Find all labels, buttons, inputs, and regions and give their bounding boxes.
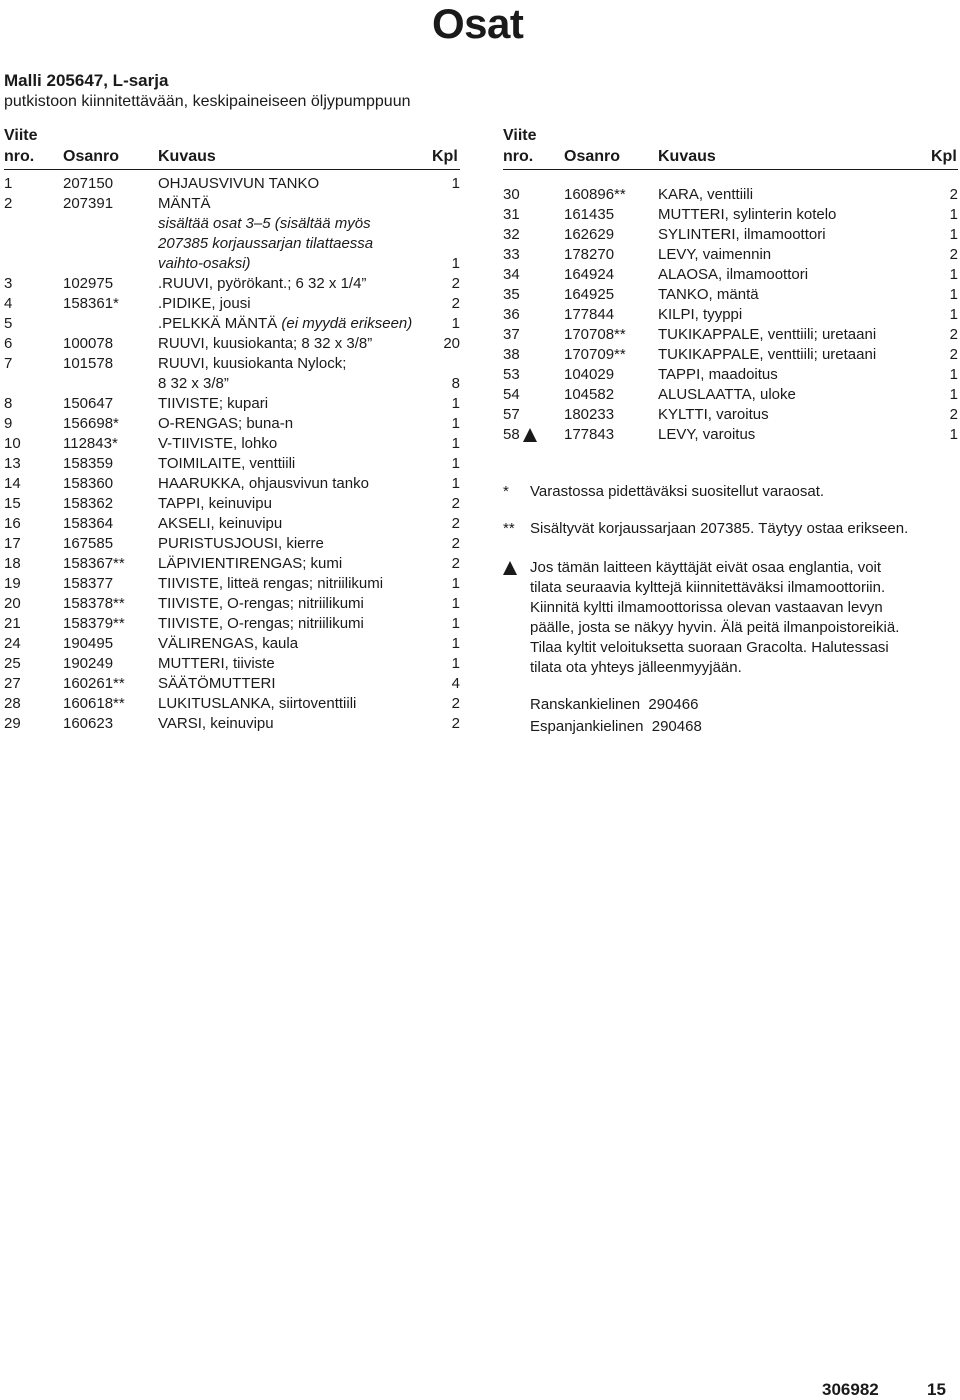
table-row (503, 345, 958, 365)
part-number: 164925 (564, 286, 615, 303)
part-description: TUKIKAPPALE, venttiili; uretaani (658, 346, 877, 363)
language-label-line: Espanjankielinen 290468 (530, 718, 702, 735)
left-header-part: Osanro (63, 148, 120, 165)
part-number: 150647 (63, 395, 114, 412)
document-number: 306982 (822, 1380, 879, 1399)
part-description: AKSELI, keinuvipu (158, 515, 283, 532)
quantity: 2 (451, 555, 460, 572)
part-number: 190249 (63, 655, 114, 672)
quantity: 1 (949, 386, 958, 403)
part-number: 167585 (63, 535, 114, 552)
ref-number: 1 (4, 175, 13, 192)
table-row (4, 714, 460, 734)
part-number: 158367** (63, 555, 125, 572)
part-description: KYLTTI, varoitus (658, 406, 769, 423)
part-description: ALUSLAATTA, uloke (658, 386, 796, 403)
part-number: 101578 (63, 355, 114, 372)
note-double-star-text: Sisältyvät korjaussarjaan 207385. Täytyy ostaa erikseen. (530, 520, 909, 537)
ref-number: 54 (503, 386, 520, 403)
table-row (4, 334, 460, 354)
ref-number: 4 (4, 295, 13, 312)
ref-number: 21 (4, 615, 21, 632)
note-double-star-mark: ** (503, 520, 515, 537)
part-number: 158361* (63, 295, 119, 312)
part-description: TOIMILAITE, venttiili (158, 455, 296, 472)
ref-number: 17 (4, 535, 21, 552)
table-row (503, 185, 958, 205)
quantity: 2 (451, 515, 460, 532)
quantity: 2 (451, 295, 460, 312)
right-header-qty: Kpl (931, 148, 957, 165)
part-number: 162629 (564, 226, 615, 243)
left-header-ref-line2: nro. (4, 148, 35, 165)
left-header-rule (4, 169, 460, 170)
ref-number: 29 (4, 715, 21, 732)
table-row (4, 514, 460, 534)
ref-number: 36 (503, 306, 520, 323)
table-row (4, 554, 460, 574)
part-number: 102975 (63, 275, 114, 292)
quantity: 1 (949, 266, 958, 283)
ref-number: 16 (4, 515, 21, 532)
right-header-ref-line1: Viite (503, 127, 537, 144)
table-row (4, 414, 460, 434)
quantity: 2 (949, 326, 958, 343)
warning-note-line: tilata seuraavia kylttejä kiinnitettäväksi ilmamoottoriin. (530, 579, 886, 596)
table-row (4, 534, 460, 554)
quantity: 2 (451, 695, 460, 712)
part-description: SYLINTERI, ilmamoottori (658, 226, 826, 243)
ref-number: 3 (4, 275, 13, 292)
part-number: 158378** (63, 595, 125, 612)
part-number: 170708** (564, 326, 626, 343)
table-row (4, 454, 460, 474)
ref-number: 38 (503, 346, 520, 363)
part-description: TIIVISTE, litteä rengas; nitriilikumi (158, 575, 384, 592)
part-number: 161435 (564, 206, 615, 223)
table-row (4, 174, 460, 194)
part-number: 160896** (564, 186, 626, 203)
part-description: LEVY, varoitus (658, 426, 756, 443)
table-row (503, 365, 958, 385)
quantity: 1 (949, 226, 958, 243)
ref-number: 34 (503, 266, 520, 283)
part-description: .PELKKÄ MÄNTÄ (ei myydä erikseen) (158, 315, 413, 332)
note-double-star (503, 519, 958, 539)
model-subtitle: putkistoon kiinnitettävään, keskipaineiseen öljypumppuun (4, 93, 411, 110)
ref-number: 9 (4, 415, 13, 432)
quantity: 2 (949, 246, 958, 263)
table-row (4, 494, 460, 514)
ref-number: 32 (503, 226, 520, 243)
ref-number: 19 (4, 575, 21, 592)
part-number: 160623 (63, 715, 114, 732)
quantity: 1 (451, 455, 460, 472)
part-number: 158364 (63, 515, 114, 532)
ref-number: 15 (4, 495, 21, 512)
quantity: 2 (451, 715, 460, 732)
page-number: 15 (927, 1380, 946, 1399)
ref-number: 37 (503, 326, 520, 343)
part-description: PURISTUSJOUSI, kierre (158, 535, 324, 552)
part-number: 158377 (63, 575, 114, 592)
warning-note-line: Tilaa kyltit veloituksetta suoraan Gracolta. Halutessasi (530, 639, 889, 656)
ref-number: 57 (503, 406, 520, 423)
quantity: 1 (451, 575, 460, 592)
part-description: RUUVI, kuusiokanta; 8 32 x 3/8” (158, 335, 373, 352)
warning-note-line: tilata ota yhteys jälleenmyyjään. (530, 659, 742, 676)
table-row (4, 574, 460, 594)
ref-number: 31 (503, 206, 520, 223)
part-description: VARSI, keinuvipu (158, 715, 274, 732)
quantity: 4 (451, 675, 460, 692)
quantity: 2 (451, 275, 460, 292)
part-description: sisältää osat 3–5 (sisältää myös (158, 215, 371, 232)
part-description: V-TIIVISTE, lohko (158, 435, 278, 452)
left-parts-table (4, 174, 460, 744)
left-header-qty: Kpl (432, 148, 458, 165)
part-number: 112843* (63, 435, 118, 452)
ref-number: 33 (503, 246, 520, 263)
part-description: vaihto-osaksi) (158, 255, 251, 272)
quantity: 1 (451, 435, 460, 452)
table-row (4, 274, 460, 294)
part-number: 100078 (63, 335, 114, 352)
page-title: Osat (432, 0, 524, 47)
quantity: 2 (451, 535, 460, 552)
part-description: MÄNTÄ (158, 195, 211, 212)
part-description: HAARUKKA, ohjausvivun tanko (158, 475, 369, 492)
part-description: 8 32 x 3/8” (158, 375, 229, 392)
table-row (503, 305, 958, 325)
quantity: 1 (949, 306, 958, 323)
part-number: 104582 (564, 386, 615, 403)
table-row (4, 594, 460, 614)
note-star-text: Varastossa pidettäväksi suositellut varaosat. (530, 483, 825, 500)
part-number: 207150 (63, 175, 114, 192)
ref-number: 25 (4, 655, 21, 672)
table-row (4, 314, 460, 334)
warning-note-line: Kiinnitä kyltti ilmamoottorissa olevan vastaavan levyn (530, 599, 883, 616)
part-description: SÄÄTÖMUTTERI (158, 675, 276, 692)
ref-number: 6 (4, 335, 13, 352)
right-parts-table (503, 185, 958, 455)
ref-number: 5 (4, 315, 13, 332)
language-labels (530, 695, 830, 739)
part-description: .PIDIKE, jousi (158, 295, 251, 312)
quantity: 1 (451, 475, 460, 492)
part-description: TANKO, mäntä (658, 286, 759, 303)
part-description: O-RENGAS; buna-n (158, 415, 294, 432)
table-row (4, 194, 460, 274)
note-star (503, 482, 958, 502)
table-row (503, 265, 958, 285)
part-number: 104029 (564, 366, 615, 383)
ref-number: 18 (4, 555, 21, 572)
part-description: TIIVISTE; kupari (158, 395, 269, 412)
part-description: MUTTERI, sylinterin kotelo (658, 206, 837, 223)
quantity: 1 (451, 395, 460, 412)
quantity: 8 (451, 375, 460, 392)
table-row (4, 634, 460, 654)
part-description: LEVY, vaimennin (658, 246, 772, 263)
table-row (4, 474, 460, 494)
warning-note-line: päälle, josta se näkyy hyvin. Älä peitä ilmanpoistoreikiä. (530, 619, 900, 636)
right-header-rule (503, 169, 958, 170)
ref-number: 27 (4, 675, 21, 692)
part-number: 207391 (63, 195, 114, 212)
table-row (503, 285, 958, 305)
part-description: MUTTERI, tiiviste (158, 655, 275, 672)
note-star-mark: * (503, 483, 509, 500)
quantity: 2 (949, 406, 958, 423)
table-row (4, 294, 460, 314)
ref-number: 30 (503, 186, 520, 203)
ref-number: 13 (4, 455, 21, 472)
quantity: 1 (451, 615, 460, 632)
ref-number: 14 (4, 475, 21, 492)
model-heading: Malli 205647, L-sarja (4, 71, 169, 90)
part-number: 177843 (564, 426, 615, 443)
quantity: 1 (949, 426, 958, 443)
quantity: 2 (451, 495, 460, 512)
part-description: TIIVISTE, O-rengas; nitriilikumi (158, 615, 364, 632)
quantity: 1 (451, 595, 460, 612)
ref-number: 2 (4, 195, 13, 212)
quantity: 1 (949, 366, 958, 383)
part-description: KARA, venttiili (658, 186, 754, 203)
part-number: 180233 (564, 406, 615, 423)
right-header-desc: Kuvaus (658, 148, 716, 165)
language-label-line: Ranskankielinen 290466 (530, 696, 699, 713)
part-description: LÄPIVIENTIRENGAS; kumi (158, 555, 343, 572)
part-number: 177844 (564, 306, 615, 323)
quantity: 1 (949, 206, 958, 223)
left-header-ref-line1: Viite (4, 127, 38, 144)
quantity: 20 (443, 335, 460, 352)
table-row (503, 325, 958, 345)
part-description: ALAOSA, ilmamoottori (658, 266, 809, 283)
part-number: 158362 (63, 495, 114, 512)
table-row (4, 654, 460, 674)
table-row (503, 225, 958, 245)
part-number: 164924 (564, 266, 615, 283)
quantity: 1 (451, 655, 460, 672)
ref-number: 58 (503, 426, 520, 443)
part-number: 158360 (63, 475, 114, 492)
table-row (4, 674, 460, 694)
warning-triangle-icon (503, 560, 517, 580)
ref-number: 10 (4, 435, 21, 452)
part-number: 178270 (564, 246, 615, 263)
note-warning (503, 558, 958, 682)
table-row (503, 425, 958, 445)
table-row (4, 394, 460, 414)
ref-number: 24 (4, 635, 21, 652)
part-description: .RUUVI, pyörökant.; 6 32 x 1/4” (158, 275, 367, 292)
ref-number: 8 (4, 395, 13, 412)
part-description: OHJAUSVIVUN TANKO (158, 175, 320, 192)
ref-number: 20 (4, 595, 21, 612)
quantity: 2 (949, 186, 958, 203)
part-number: 160261** (63, 675, 125, 692)
part-number: 156698* (63, 415, 119, 432)
quantity: 1 (949, 286, 958, 303)
right-header-part: Osanro (564, 148, 621, 165)
table-row (503, 405, 958, 425)
table-row (4, 694, 460, 714)
warning-note-line: Jos tämän laitteen käyttäjät eivät osaa englantia, voit (530, 559, 882, 576)
part-description: LUKITUSLANKA, siirtoventtiili (158, 695, 357, 712)
part-number: 158359 (63, 455, 114, 472)
ref-number: 35 (503, 286, 520, 303)
table-row (503, 385, 958, 405)
left-header-desc: Kuvaus (158, 148, 216, 165)
ref-number: 53 (503, 366, 520, 383)
part-description: KILPI, tyyppi (658, 306, 743, 323)
ref-number: 7 (4, 355, 13, 372)
quantity: 2 (949, 346, 958, 363)
part-number: 158379** (63, 615, 125, 632)
quantity: 1 (451, 635, 460, 652)
table-row (503, 245, 958, 265)
part-description: TAPPI, maadoitus (658, 366, 778, 383)
part-number: 170709** (564, 346, 626, 363)
part-description: RUUVI, kuusiokanta Nylock; (158, 355, 347, 372)
part-description: VÄLIRENGAS, kaula (158, 635, 299, 652)
quantity: 1 (451, 315, 460, 332)
table-row (4, 614, 460, 634)
quantity: 1 (451, 255, 460, 272)
right-header-ref-line2: nro. (503, 148, 534, 165)
part-description-note: (ei myydä erikseen) (277, 315, 413, 332)
part-description: TAPPI, keinuvipu (158, 495, 272, 512)
quantity: 1 (451, 415, 460, 432)
table-row (4, 354, 460, 394)
ref-number: 28 (4, 695, 21, 712)
part-description: TIIVISTE, O-rengas; nitriilikumi (158, 595, 364, 612)
part-description: 207385 korjaussarjan tilattaessa (158, 235, 374, 252)
part-description: TUKIKAPPALE, venttiili; uretaani (658, 326, 877, 343)
quantity: 1 (451, 175, 460, 192)
table-row (503, 205, 958, 225)
table-row (4, 434, 460, 454)
part-number: 160618** (63, 695, 125, 712)
part-number: 190495 (63, 635, 114, 652)
